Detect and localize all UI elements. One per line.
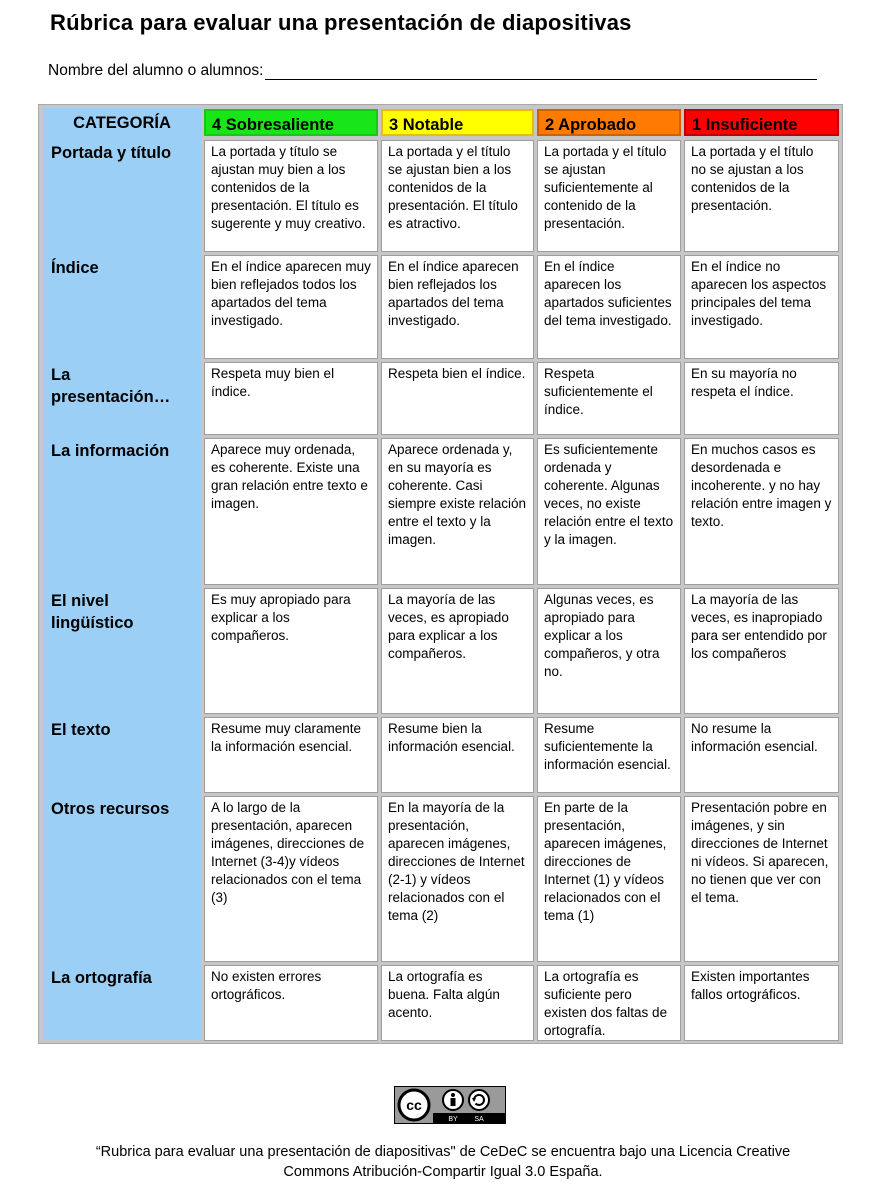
rubric-cell: Aparece ordenada y, en su mayoría es coherente. Casi siempre existe relación entre el texto y la imagen. <box>381 438 534 585</box>
rubric-cell: Respeta suficientemente el índice. <box>537 362 681 435</box>
rubric-cell: Aparece muy ordenada, es coherente. Existe una gran relación entre texto e imagen. <box>204 438 378 585</box>
rubric-cell: No existen errores ortográficos. <box>204 965 378 1041</box>
sa-text: SA <box>474 1116 484 1123</box>
cc-by-sa-badge <box>394 1086 506 1124</box>
rubric-cell: A lo largo de la presentación, aparecen imágenes, direcciones de Internet (3-4)y vídeos relacionados con el tema (3) <box>204 796 378 962</box>
rubric-cell: La portada y el título se ajustan bien a los contenidos de la presentación. El título es atractivo. <box>381 140 534 252</box>
license-line-1: “Rubrica para evaluar una presentación de diapositivas" de CeDeC se encuentra bajo una Licencia Creative <box>95 1144 791 1160</box>
student-name-label: Nombre del alumno o alumnos: <box>48 62 264 79</box>
rubric-cell: Respeta muy bien el índice. <box>204 362 378 435</box>
by-text: BY <box>448 1116 458 1123</box>
header-level-2: 2 Aprobado <box>537 109 681 136</box>
rubric-cell: Resume bien la información esencial. <box>381 717 534 793</box>
rubric-cell: No resume la información esencial. <box>684 717 839 793</box>
row-category: Índice <box>51 259 99 277</box>
row-category: El nivel lingüístico <box>51 592 134 632</box>
rubric-cell: En parte de la presentación, aparecen imágenes, direcciones de Internet (1) y vídeos relacionados con el tema (1) <box>537 796 681 962</box>
header-level-3: 3 Notable <box>381 109 534 136</box>
cc-text: cc <box>406 1097 422 1113</box>
rubric-cell: Es muy apropiado para explicar a los compañeros. <box>204 588 378 714</box>
rubric-cell: En su mayoría no respeta el índice. <box>684 362 839 435</box>
row-category: La ortografía <box>51 969 152 987</box>
rubric-cell: La ortografía es suficiente pero existen dos faltas de ortografía. <box>537 965 681 1041</box>
row-category: El texto <box>51 721 111 739</box>
rubric-cell: En la mayoría de la presentación, aparecen imágenes, direcciones de Internet (2-1) y vídeos relacionados con el tema (2) <box>381 796 534 962</box>
rubric-cell: En el índice aparecen los apartados suficientes del tema investigado. <box>537 255 681 359</box>
rubric-cell: Existen importantes fallos ortográficos. <box>684 965 839 1041</box>
header-level-1: 1 Insuficiente <box>684 109 839 136</box>
rubric-cell: Presentación pobre en imágenes, y sin direcciones de Internet ni vídeos. Si aparecen, no tienen que ver con el tema. <box>684 796 839 962</box>
row-category: Otros recursos <box>51 800 170 818</box>
rubric-cell: La mayoría de las veces, es apropiado para explicar a los compañeros. <box>381 588 534 714</box>
row-category: La información <box>51 442 170 460</box>
row-category: La presentación… <box>51 366 171 406</box>
rubric-cell: La mayoría de las veces, es inapropiado para ser entendido por los compañeros <box>684 588 839 714</box>
license-line-2: Commons Atribución-Compartir Igual 3.0 España. <box>283 1164 603 1180</box>
category-column <box>43 108 201 1040</box>
rubric-cell: La portada y título se ajustan muy bien a los contenidos de la presentación. El título es sugerente y muy creativo. <box>204 140 378 252</box>
student-name-blank <box>265 64 817 80</box>
rubric-cell: Es suficientemente ordenada y coherente. Algunas veces, no existe relación entre el texto y la imagen. <box>537 438 681 585</box>
rubric-cell: Resume suficientemente la información esencial. <box>537 717 681 793</box>
rubric-cell: En el índice aparecen muy bien reflejados todos los apartados del tema investigado. <box>204 255 378 359</box>
header-level-4: 4 Sobresaliente <box>204 109 378 136</box>
page-title: Rúbrica para evaluar una presentación de diapositivas <box>50 10 632 35</box>
student-name-line <box>48 62 817 80</box>
rubric-table <box>38 104 843 1044</box>
rubric-cell: En el índice aparecen bien reflejados los apartados del tema investigado. <box>381 255 534 359</box>
rubric-cell: La portada y el título no se ajustan a los contenidos de la presentación. <box>684 140 839 252</box>
rubric-cell: Resume muy claramente la información esencial. <box>204 717 378 793</box>
rubric-cell: Respeta bien el índice. <box>381 362 534 435</box>
rubric-cell: La ortografía es buena. Falta algún acento. <box>381 965 534 1041</box>
row-category: Portada y título <box>51 144 172 162</box>
rubric-cell: En muchos casos es desordenada e incoherente. y no hay relación entre imagen y texto. <box>684 438 839 585</box>
cc-by-sa-icon <box>395 1087 505 1123</box>
license-footer <box>0 1142 886 1182</box>
header-category: CATEGORÍA <box>73 114 171 132</box>
rubric-cell: En el índice no aparecen los aspectos principales del tema investigado. <box>684 255 839 359</box>
rubric-cell: Algunas veces, es apropiado para explicar a los compañeros, y otra no. <box>537 588 681 714</box>
rubric-cell: La portada y el título se ajustan suficientemente al contenido de la presentación. <box>537 140 681 252</box>
